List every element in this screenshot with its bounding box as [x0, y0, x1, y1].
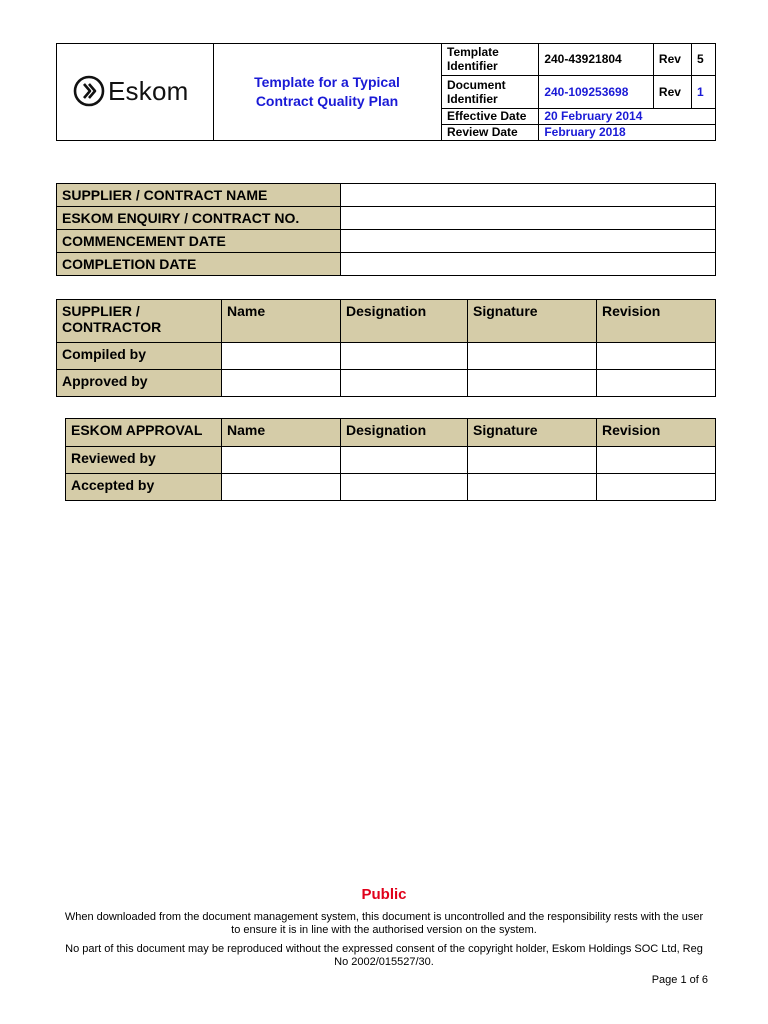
table-row	[57, 370, 716, 397]
compiled-by-label: Compiled by	[57, 343, 222, 370]
disclaimer-copyright: No part of this document may be reproduced without the expressed consent of the copyright holder, Eskom Holdings SOC Ltd, Reg No 2002/015527/30.	[65, 943, 703, 968]
reviewed-by-name-field[interactable]	[222, 447, 341, 474]
contract-row	[57, 184, 716, 207]
completion-date-label: COMPLETION DATE	[57, 253, 341, 276]
compiled-by-designation-field[interactable]	[341, 343, 468, 370]
signature-header: Signature	[468, 300, 597, 343]
reviewed-by-label: Reviewed by	[66, 447, 222, 474]
approved-by-name-field[interactable]	[222, 370, 341, 397]
table-header-row	[57, 300, 716, 343]
approved-by-signature-field[interactable]	[468, 370, 597, 397]
info-row-template	[442, 44, 716, 75]
review-date-label: Review Date	[442, 124, 539, 140]
accepted-by-name-field[interactable]	[222, 474, 341, 501]
commencement-date-label: COMMENCEMENT DATE	[57, 230, 341, 253]
name-header: Name	[222, 300, 341, 343]
template-identifier-label: Template Identifier	[442, 44, 539, 75]
table-row	[66, 474, 716, 501]
contract-row	[57, 253, 716, 276]
contract-details-table	[56, 183, 716, 276]
supplier-contract-name-label: SUPPLIER / CONTRACT NAME	[57, 184, 341, 207]
template-rev-value: 5	[692, 44, 715, 75]
logo-wordmark: Eskom	[108, 75, 189, 106]
supplier-contractor-header: SUPPLIER / CONTRACTOR	[57, 300, 222, 343]
document-info-table	[441, 44, 715, 140]
page-number: Page 1 of 6	[651, 974, 708, 986]
reviewed-by-revision-field[interactable]	[597, 447, 716, 474]
designation-header: Designation	[341, 300, 468, 343]
enquiry-contract-no-label: ESKOM ENQUIRY / CONTRACT NO.	[57, 207, 341, 230]
info-row-document	[442, 75, 716, 108]
name-header: Name	[222, 419, 341, 447]
document-identifier-value: 240-109253698	[539, 75, 654, 108]
contract-row	[57, 230, 716, 253]
eskom-logo	[73, 75, 188, 107]
signature-header: Signature	[468, 419, 597, 447]
document-identifier-label: Document Identifier	[442, 75, 539, 108]
enquiry-contract-no-field[interactable]	[341, 207, 716, 230]
approved-by-designation-field[interactable]	[341, 370, 468, 397]
effective-date-label: Effective Date	[442, 108, 539, 124]
accepted-by-signature-field[interactable]	[468, 474, 597, 501]
document-title: Template for a Typical Contract Quality Plan	[254, 74, 400, 109]
accepted-by-label: Accepted by	[66, 474, 222, 501]
reviewed-by-designation-field[interactable]	[341, 447, 468, 474]
supplier-signoff-table	[56, 299, 716, 397]
completion-date-field[interactable]	[341, 253, 716, 276]
commencement-date-field[interactable]	[341, 230, 716, 253]
template-rev-label: Rev	[653, 44, 691, 75]
document-rev-value: 1	[692, 75, 715, 108]
compiled-by-signature-field[interactable]	[468, 343, 597, 370]
accepted-by-designation-field[interactable]	[341, 474, 468, 501]
table-row	[57, 343, 716, 370]
info-row-effective	[442, 108, 716, 124]
classification-label: Public	[361, 886, 407, 903]
eskom-approval-table	[65, 418, 716, 501]
eskom-approval-header: ESKOM APPROVAL	[66, 419, 222, 447]
supplier-contract-name-field[interactable]	[341, 184, 716, 207]
document-rev-label: Rev	[653, 75, 691, 108]
logo-cell	[57, 44, 214, 140]
document-header	[56, 43, 716, 141]
eskom-emblem-icon	[73, 75, 105, 107]
disclaimer-uncontrolled: When downloaded from the document management system, this document is uncontrolled and the responsibility rests with the user to ensure it is in line with the authorised version on the system.	[64, 911, 704, 936]
revision-header: Revision	[597, 419, 716, 447]
effective-date-value: 20 February 2014	[539, 108, 715, 124]
info-row-review	[442, 124, 716, 140]
table-header-row	[66, 419, 716, 447]
title-cell	[213, 44, 442, 140]
approved-by-revision-field[interactable]	[597, 370, 716, 397]
table-row	[66, 447, 716, 474]
template-identifier-value: 240-43921804	[539, 44, 654, 75]
compiled-by-revision-field[interactable]	[597, 343, 716, 370]
designation-header: Designation	[341, 419, 468, 447]
review-date-value: February 2018	[539, 124, 715, 140]
reviewed-by-signature-field[interactable]	[468, 447, 597, 474]
approved-by-label: Approved by	[57, 370, 222, 397]
revision-header: Revision	[597, 300, 716, 343]
accepted-by-revision-field[interactable]	[597, 474, 716, 501]
contract-row	[57, 207, 716, 230]
compiled-by-name-field[interactable]	[222, 343, 341, 370]
